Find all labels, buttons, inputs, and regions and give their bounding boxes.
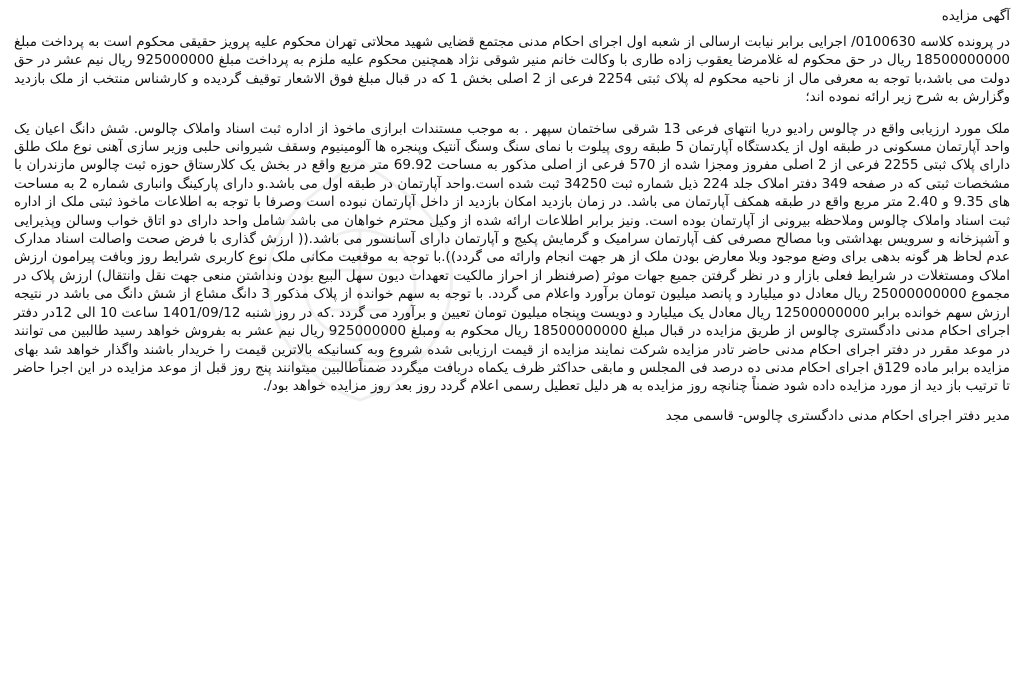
notice-signature: مدیر دفتر اجرای احکام مدنی دادگستری چالوس- قاسمی مجد xyxy=(665,407,1010,424)
notice-paragraph-case: در پرونده کلاسه 0100630/ اجرایی برابر نیابت ارسالی از شعبه اول اجرای احکام مدنی مجتمع قضایی شهید محلاتی تهران محکوم علیه پرویز حقیقی محکوم است به پرداخت مبلغ 18500000000 ریال در حق محکوم له غلامرضا یعقوب زاده طاری با وکالت خانم منیر شوقی نژاد همچنین محکوم علیه ملزم به پرداخت مبلغ 925000000 ریال نیم عشر در حق دولت می باشد،با توجه به معرفی مال از ناحیه محکوم له پلاک ثبتی 2254 فرعی از 2 اصلی بخش 1 که در قبال مبلغ فوق الاشعار توقیف گردیده و کارشناس منتخب از ملک بازدید وگزارش به شرح زیر ارائه نموده اند؛ xyxy=(14,34,1011,106)
notice-paragraph-property: ملک مورد ارزیابی واقع در چالوس رادیو دریا انتهای فرعی 13 شرقی ساختمان سپهر . به موجب مستندات ابرازی ماخوذ از اداره ثبت اسناد واملاک چالوس. شش دانگ اعیان یک واحد آپارتمان مسکونی در طبقه اول از یکدستگاه آپارتمان 5 طبقه روی پیلوت با نمای سنگ وسنگ آنتیک وپنجره ها آلومینیوم وسقف شیروانی حلبی وزیر سازی آهنی نوع ملک طلق دارای پلاک ثبتی 2255 فرعی از 2 اصلی مفروز ومجزا شده از 570 فرعی از اصلی مذکور به مساحت 69.92 متر مربع واقع در بخش یک کلارستاق حوزه ثبت چالوس مازندران با مشخصات ثبتی که در صفحه 349 دفتر املاک جلد 224 ذیل شماره ثبت 34250 ثبت شده است.واحد آپارتمان در طبقه اول می باشد.و دارای پارکینگ وانباری شماره 2 به مساحت های 9.35 و 2.40 متر مربع واقع در طبقه همکف آپارتمان می باشد. در زمان بازدید امکان بازدید از داخل آپارتمان نبوده است وصرفا با توجه به اطلاعات ماخوذ ثبتی ملک از اداره ثبت اسناد واملاک چالوس وملاحظه بیرونی از آپارتمان بوده است. ونیز برابر اطلاعات ارائه شده از وکیل محترم خواهان می باشد شامل واحد دارای دو اتاق خواب وسالن وپذیرایی و آشپزخانه و سرویس بهداشتی وبا مصالح مصرفی کف آپارتمان سرامیک و گرمایش پکیج و آپارتمان دارای آسانسور می باشد.(( ارزش گذاری با فرض صحت واصالت اسناد مدارک عدم لحاظ هر گونه بدهی برای وضع موجود وبلا معارض بودن ملک از هر جهت انجام وارائه می گردد)).با توجه به موقعیت مکانی ملک نوع کاربری شرایط روز وبافت پیرامون ارزش املاک ومستغلات در شرایط فعلی بازار و در نظر گرفتن جمیع جهات موثر (صرفنظر از احراز مالکیت تعهدات دیون سهل البیع بودن ونداشتن منعی جهت نقل وانتقال) ارزش پلاک در مجموع 25000000000 ریال معادل دو میلیارد و پانصد میلیون تومان برآورد واعلام می گردد. با توجه به سهم خوانده از پلاک مذکور 3 دانگ مشاع از شش دانگ می باشد در نتیجه ارزش سهم خوانده برابر 12500000000 ریال معادل یک میلیارد و دویست وپنجاه میلیون تومان تعیین و برآورد می گردد .که در روز شنبه 1401/09/12 ساعت 10 الی 12در دفتر اجرای احکام مدنی دادگستری چالوس از طریق مزایده در قبال مبلغ 18500000000 ریال محکوم به ومبلغ 925000000 ریال نیم عشر به بفروش خواهد رسید طالبین می توانند در موعد مقرر در دفتر اجرای احکام مدنی حاضر تادر مزایده شرکت نمایند مزایده از قیمت ارزیابی شده شروع وبه کسانیکه بالاترین قیمت را خریدار باشند واگذار خواهد شد بهای مزایده برابر ماده 129ق اجرای احکام مدنی ده درصد فی المجلس و مابقی حداکثر ظرف یکماه دریافت میگردد ضمناًطالبین میتوانند پنج روز قبل از موعد مزایده در این اجرا حاضر تا ترتیب باز دید از مورد مزایده داده شود ضمناً چنانچه روز مزایده به هر دلیل تعطیل رسمی اعلام گردد روز بعد روز مزایده خواهد بود/. xyxy=(14,120,1011,395)
notice-title: آگهی مزایده xyxy=(941,8,1010,24)
